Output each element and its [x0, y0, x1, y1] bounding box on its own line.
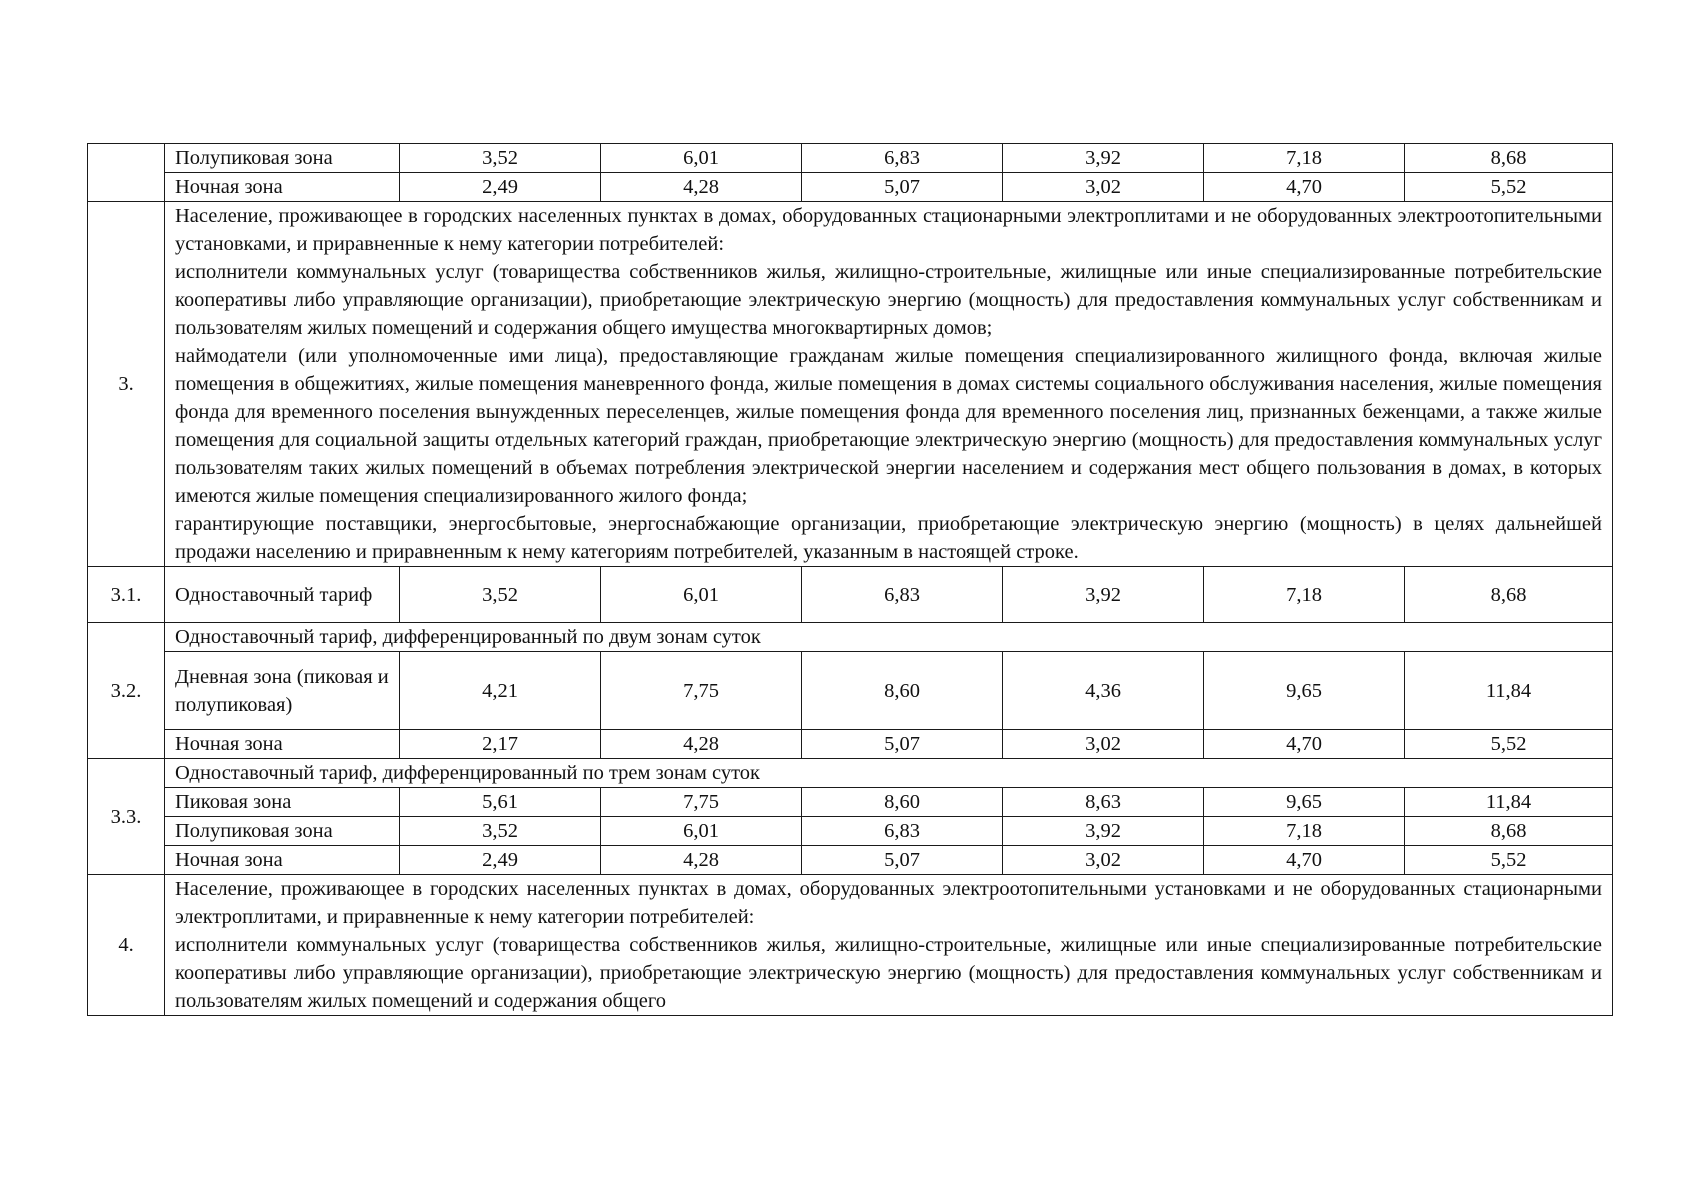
- value-cell: 5,52: [1405, 846, 1613, 875]
- value-cell: 8,60: [802, 652, 1003, 730]
- value-cell: 4,28: [601, 730, 802, 759]
- value-cell: 4,70: [1204, 730, 1405, 759]
- row-number: 3.: [88, 202, 165, 567]
- row-number: 3.2.: [88, 623, 165, 759]
- value-cell: 7,18: [1204, 817, 1405, 846]
- value-cell: 5,07: [802, 846, 1003, 875]
- value-cell: 5,07: [802, 730, 1003, 759]
- section-row: [88, 875, 1613, 1016]
- table-row: [88, 730, 1613, 759]
- value-cell: 3,92: [1003, 817, 1204, 846]
- row-label: Ночная зона: [165, 730, 400, 759]
- description-paragraph: Население, проживающее в городских населенных пунктах в домах, оборудованных стационарными электроплитами и не оборудованных электроотопительными установками, и приравненные к нему категории потребителей:: [175, 205, 1602, 255]
- table-row: [88, 788, 1613, 817]
- value-cell: 5,52: [1405, 730, 1613, 759]
- value-cell: 4,21: [400, 652, 601, 730]
- row-label: Дневная зона (пиковая и полупиковая): [165, 652, 400, 730]
- row-label: Пиковая зона: [165, 788, 400, 817]
- value-cell: 7,18: [1204, 144, 1405, 173]
- value-cell: 7,75: [601, 652, 802, 730]
- table-row: [88, 173, 1613, 202]
- subsection-header: Одноставочный тариф, дифференцированный по трем зонам суток: [165, 759, 1613, 788]
- value-cell: 4,28: [601, 173, 802, 202]
- value-cell: 3,92: [1003, 144, 1204, 173]
- table-row: [88, 144, 1613, 173]
- value-cell: 9,65: [1204, 652, 1405, 730]
- value-cell: 4,70: [1204, 846, 1405, 875]
- value-cell: 4,36: [1003, 652, 1204, 730]
- table-row: [88, 652, 1613, 730]
- value-cell: 4,28: [601, 846, 802, 875]
- value-cell: 5,07: [802, 173, 1003, 202]
- section-description: [165, 202, 1613, 567]
- value-cell: 3,02: [1003, 730, 1204, 759]
- value-cell: 8,68: [1405, 567, 1613, 623]
- value-cell: 3,52: [400, 144, 601, 173]
- value-cell: 2,17: [400, 730, 601, 759]
- description-paragraph: гарантирующие поставщики, энергосбытовые, энергоснабжающие организации, приобретающие электрическую энергию (мощность) в целях дальнейшей продажи населению и приравненным к нему категориям потребителей, указанным в настоящей строке.: [175, 513, 1602, 563]
- value-cell: 8,68: [1405, 817, 1613, 846]
- value-cell: 3,52: [400, 567, 601, 623]
- value-cell: 7,18: [1204, 567, 1405, 623]
- value-cell: 5,52: [1405, 173, 1613, 202]
- subsection-header: Одноставочный тариф, дифференцированный по двум зонам суток: [165, 623, 1613, 652]
- value-cell: 6,01: [601, 817, 802, 846]
- value-cell: 6,83: [802, 567, 1003, 623]
- value-cell: 6,01: [601, 144, 802, 173]
- value-cell: 2,49: [400, 173, 601, 202]
- table-row: [88, 846, 1613, 875]
- value-cell: 7,75: [601, 788, 802, 817]
- row-number: 3.1.: [88, 567, 165, 623]
- value-cell: 6,83: [802, 817, 1003, 846]
- value-cell: 3,02: [1003, 173, 1204, 202]
- value-cell: 3,92: [1003, 567, 1204, 623]
- tariff-table: [87, 143, 1613, 1016]
- value-cell: 3,02: [1003, 846, 1204, 875]
- description-paragraph: исполнители коммунальных услуг (товарищества собственников жилья, жилищно-строительные, жилищные или иные специализированные потребительские кооперативы либо управляющие организации), приобретающие электрическую энергию (мощность) для предоставления коммунальных услуг собственникам и пользователям жилых помещений и содержания общего: [175, 934, 1602, 1012]
- value-cell: 4,70: [1204, 173, 1405, 202]
- table-row: [88, 567, 1613, 623]
- subsection-header-row: [88, 759, 1613, 788]
- table-row: [88, 817, 1613, 846]
- row-number: [88, 144, 165, 202]
- section-row: [88, 202, 1613, 567]
- description-paragraph: исполнители коммунальных услуг (товарищества собственников жилья, жилищно-строительные, жилищные или иные специализированные потребительские кооперативы либо управляющие организации), приобретающие электрическую энергию (мощность) для предоставления коммунальных услуг собственникам и пользователям жилых помещений и содержания общего имущества многоквартирных домов;: [175, 261, 1602, 339]
- description-paragraph: наймодатели (или уполномоченные ими лица), предоставляющие гражданам жилые помещения специализированного жилищного фонда, включая жилые помещения в общежитиях, жилые помещения маневренного фонда, жилые помещения в домах системы социального обслуживания населения, жилые помещения фонда для временного поселения вынужденных переселенцев, жилые помещения фонда для временного поселения лиц, признанных беженцами, а также жилые помещения для социальной защиты отдельных категорий граждан, приобретающие электрическую энергию (мощность) для предоставления коммунальных услуг пользователям таких жилых помещений в объемах потребления электрической энергии населением и содержания мест общего пользования в домах, в которых имеются жилые помещения специализированного жилого фонда;: [175, 345, 1602, 507]
- subsection-header-row: [88, 623, 1613, 652]
- row-label: Полупиковая зона: [165, 144, 400, 173]
- value-cell: 8,60: [802, 788, 1003, 817]
- value-cell: 6,01: [601, 567, 802, 623]
- value-cell: 6,83: [802, 144, 1003, 173]
- value-cell: 2,49: [400, 846, 601, 875]
- description-paragraph: Население, проживающее в городских населенных пунктах в домах, оборудованных электроотопительными установками и не оборудованных стационарными электроплитами, и приравненные к нему категории потребителей:: [175, 878, 1602, 928]
- value-cell: 5,61: [400, 788, 601, 817]
- value-cell: 11,84: [1405, 652, 1613, 730]
- row-label: Полупиковая зона: [165, 817, 400, 846]
- value-cell: 11,84: [1405, 788, 1613, 817]
- row-label: Одноставочный тариф: [165, 567, 400, 623]
- row-number: 3.3.: [88, 759, 165, 875]
- row-number: 4.: [88, 875, 165, 1016]
- section-description: [165, 875, 1613, 1016]
- row-label: Ночная зона: [165, 846, 400, 875]
- value-cell: 8,68: [1405, 144, 1613, 173]
- value-cell: 9,65: [1204, 788, 1405, 817]
- row-label: Ночная зона: [165, 173, 400, 202]
- value-cell: 8,63: [1003, 788, 1204, 817]
- value-cell: 3,52: [400, 817, 601, 846]
